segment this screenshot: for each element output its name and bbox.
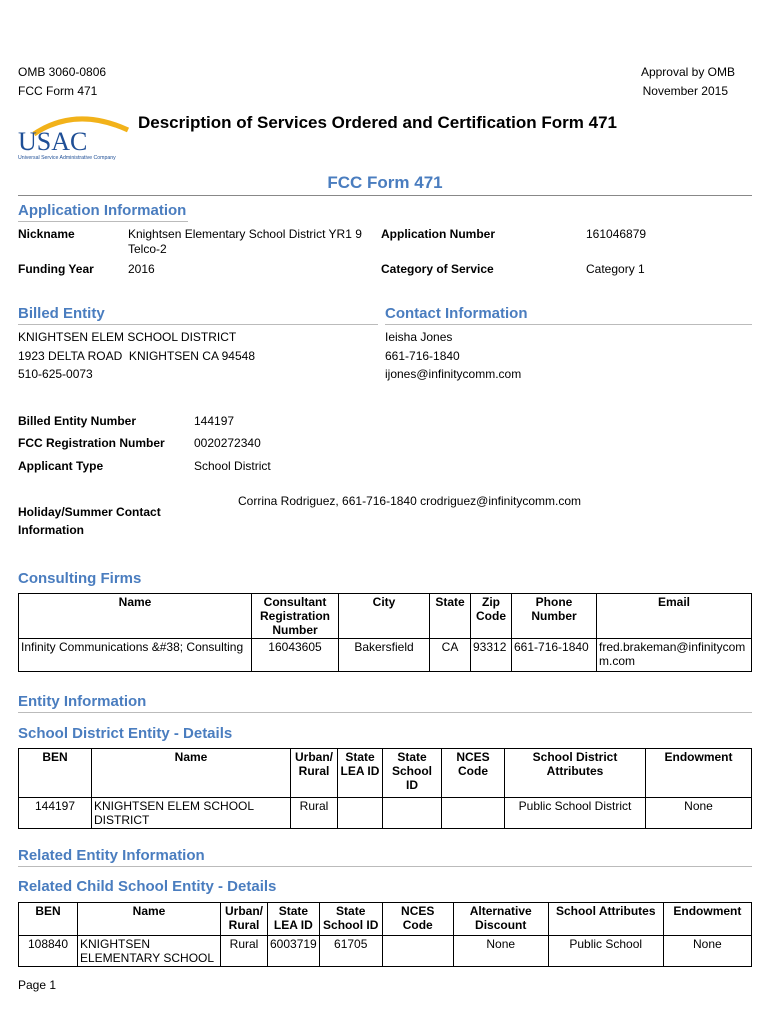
column-header: Name bbox=[78, 903, 221, 936]
school-district-heading: School District Entity - Details bbox=[18, 725, 233, 742]
table-cell bbox=[383, 798, 442, 829]
fcc-registration-value: 0020272340 bbox=[194, 436, 261, 450]
billed-entity-heading: Billed Entity bbox=[18, 305, 105, 322]
column-header: NCES Code bbox=[442, 749, 505, 798]
billed-entity-name: KNIGHTSEN ELEM SCHOOL DISTRICT bbox=[18, 330, 237, 344]
column-header: State LEA ID bbox=[338, 749, 383, 798]
holiday-contact-value: Corrina Rodriguez, 661-716-1840 crodriguez@infinitycomm.com bbox=[238, 494, 582, 508]
table-row bbox=[19, 639, 752, 672]
table-cell: Bakersfield bbox=[339, 639, 430, 672]
table-cell bbox=[442, 798, 505, 829]
page-number: Page 1 bbox=[18, 978, 57, 992]
page-title: Description of Services Ordered and Certification Form 471 bbox=[138, 113, 617, 132]
table-cell: 661-716-1840 bbox=[512, 639, 597, 672]
svg-text:USAC: USAC bbox=[18, 127, 88, 156]
column-header: Phone Number bbox=[512, 594, 597, 639]
table-cell: KNIGHTSEN ELEMENTARY SCHOOL bbox=[78, 936, 221, 967]
column-header: Endowment bbox=[663, 903, 751, 936]
table-cell: Infinity Communications &#38; Consulting bbox=[19, 639, 252, 672]
column-header: BEN bbox=[19, 749, 92, 798]
ben-label: Billed Entity Number bbox=[18, 414, 137, 428]
divider bbox=[385, 324, 752, 325]
table-cell: CA bbox=[430, 639, 471, 672]
table-cell: None bbox=[646, 798, 752, 829]
table-cell: 16043605 bbox=[252, 639, 339, 672]
billed-entity-phone: 510-625-0073 bbox=[18, 367, 93, 381]
column-header: Zip Code bbox=[471, 594, 512, 639]
form-number: FCC Form 471 bbox=[18, 84, 98, 98]
column-header: Endowment bbox=[646, 749, 752, 798]
nickname-value: Knightsen Elementary School District YR1 9 Telco-2 bbox=[128, 227, 362, 256]
fcc-registration-label: FCC Registration Number bbox=[18, 436, 165, 450]
applicant-type-value: School District bbox=[194, 459, 271, 473]
divider bbox=[18, 712, 752, 713]
table-cell: Rural bbox=[221, 936, 268, 967]
form-subtitle: FCC Form 471 bbox=[327, 173, 443, 192]
table-header-row bbox=[19, 749, 752, 798]
column-header: Name bbox=[19, 594, 252, 639]
column-header: State School ID bbox=[319, 903, 382, 936]
billed-entity-address: 1923 DELTA ROAD KNIGHTSEN CA 94548 bbox=[18, 349, 255, 363]
table-row bbox=[19, 798, 752, 829]
table-cell: 144197 bbox=[19, 798, 92, 829]
table-cell bbox=[338, 798, 383, 829]
svg-text:Universal Service Administrati: Universal Service Administrative Company bbox=[18, 155, 116, 161]
application-heading: Application Information bbox=[18, 202, 187, 219]
entity-heading: Entity Information bbox=[18, 693, 147, 710]
consulting-table bbox=[18, 594, 752, 672]
consulting-heading: Consulting Firms bbox=[18, 570, 142, 587]
divider bbox=[18, 195, 752, 196]
column-header: School Attributes bbox=[548, 903, 663, 936]
holiday-contact-label: Holiday/Summer Contact Information bbox=[18, 505, 161, 537]
column-header: Alternative Discount bbox=[453, 903, 548, 936]
column-header: NCES Code bbox=[382, 903, 453, 936]
column-header: City bbox=[339, 594, 430, 639]
table-header-row bbox=[19, 903, 752, 936]
funding-year-label: Funding Year bbox=[18, 262, 94, 276]
table-cell: Rural bbox=[291, 798, 338, 829]
table-cell: KNIGHTSEN ELEM SCHOOL DISTRICT bbox=[92, 798, 291, 829]
column-header: BEN bbox=[19, 903, 78, 936]
approval-label: Approval by OMB bbox=[640, 65, 735, 79]
nickname-label: Nickname bbox=[18, 227, 75, 241]
column-header: Email bbox=[597, 594, 752, 639]
divider bbox=[18, 866, 752, 867]
table-row bbox=[19, 936, 752, 967]
contact-heading: Contact Information bbox=[385, 305, 528, 322]
column-header: State bbox=[430, 594, 471, 639]
usac-logo bbox=[16, 112, 134, 162]
approval-date: November 2015 bbox=[642, 84, 728, 98]
column-header: Urban/ Rural bbox=[221, 903, 268, 936]
column-header: State School ID bbox=[383, 749, 442, 798]
table-header-row bbox=[19, 594, 752, 639]
table-cell: 6003719 bbox=[268, 936, 320, 967]
table-cell bbox=[382, 936, 453, 967]
application-number-value: 161046879 bbox=[586, 227, 647, 241]
divider bbox=[18, 324, 378, 325]
ben-value: 144197 bbox=[194, 414, 235, 428]
application-number-label: Application Number bbox=[381, 227, 496, 241]
table-cell: Public School bbox=[548, 936, 663, 967]
table-cell: 108840 bbox=[19, 936, 78, 967]
column-header: Urban/ Rural bbox=[291, 749, 338, 798]
category-label: Category of Service bbox=[381, 262, 494, 276]
contact-name: Ieisha Jones bbox=[385, 330, 453, 344]
school-district-table bbox=[18, 749, 752, 829]
column-header: School District Attributes bbox=[505, 749, 646, 798]
table-cell: 61705 bbox=[319, 936, 382, 967]
column-header: Name bbox=[92, 749, 291, 798]
category-value: Category 1 bbox=[586, 262, 645, 276]
contact-phone: 661-716-1840 bbox=[385, 349, 460, 363]
table-cell: fred.brakeman@infinitycomm.com bbox=[597, 639, 752, 672]
table-cell: 93312 bbox=[471, 639, 512, 672]
column-header: State LEA ID bbox=[268, 903, 320, 936]
applicant-type-label: Applicant Type bbox=[18, 459, 104, 473]
related-child-heading: Related Child School Entity - Details bbox=[18, 878, 277, 895]
table-cell: Public School District bbox=[505, 798, 646, 829]
related-entity-heading: Related Entity Information bbox=[18, 847, 205, 864]
contact-email[interactable]: ijones@infinitycomm.com bbox=[385, 367, 522, 381]
omb-number: OMB 3060-0806 bbox=[18, 65, 107, 79]
column-header: Consultant Registration Number bbox=[252, 594, 339, 639]
table-cell: None bbox=[453, 936, 548, 967]
divider bbox=[18, 221, 188, 222]
table-cell: None bbox=[663, 936, 751, 967]
funding-year-value: 2016 bbox=[128, 262, 155, 276]
related-child-table bbox=[18, 903, 752, 967]
